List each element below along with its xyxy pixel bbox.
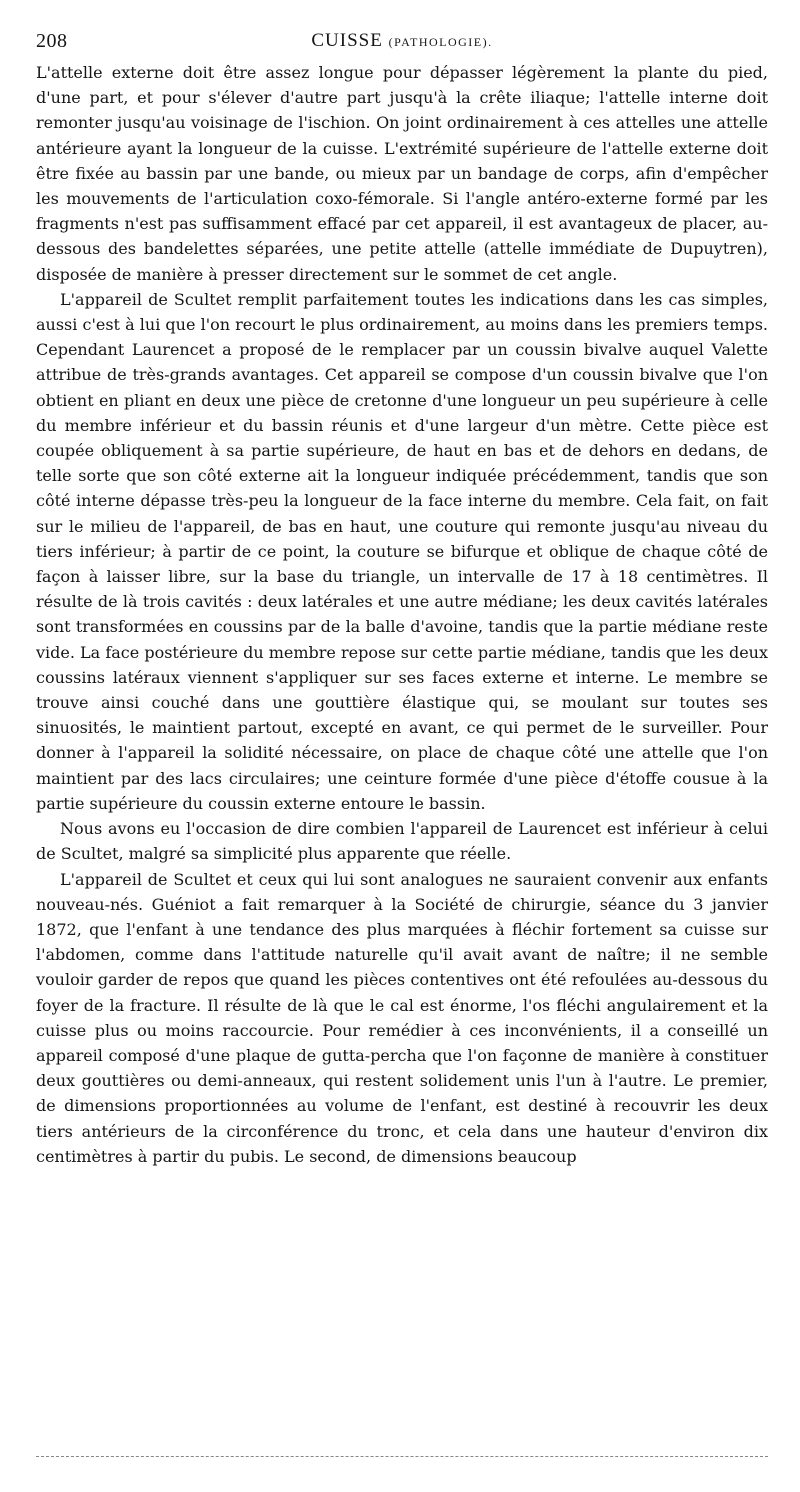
paragraph-scultet-laurencet: L'appareil de Scultet remplit parfaitement toutes les indications dans les cas simples, aussi c'est à lui que l'on recourt le plus ordinairement, au moins dans les premiers temps. Cependant Laurencet a proposé de le remplacer par un coussin bivalve auquel Valette attribue de très-grands avantages. Cet appareil se compose d'un coussin bivalve que l'on obtient en pliant en deux une pièce de cretonne d'une longueur un peu supérieure à celle du membre inférieur et du bassin réunis et d'une largeur d'un mètre. Cette pièce est coupée obliquement à sa partie supérieure, de haut en bas et de dehors en dedans, de telle sorte que son côté externe ait la longueur indiquée précédemment, tandis que son côté interne dépasse très-peu la longueur de la face interne du membre. Cela fait, on fait sur le milieu de l'appareil, de bas en haut, une couture qui remonte jusqu'au niveau du tiers inférieur; à partir de ce point, la couture se bifurque et oblique de chaque côté de façon à laisser libre, sur la base du triangle, un intervalle de 17 à 18 centimètres. Il résulte de là trois cavités : deux latérales et une autre médiane; les deux cavités latérales sont transformées en coussins par de la balle d'avoine, tandis que la partie médiane reste vide. La face postérieure du membre repose sur cette partie médiane, tandis que les deux coussins latéraux viennent s'appliquer sur ses faces externe et interne. Le membre se trouve ainsi couché dans une gouttière élastique qui, se moulant sur toutes ses sinuosités, le maintient partout, excepté en avant, ce qui permet de le surveiller. Pour donner à l'appareil la solidité nécessaire, on place de chaque côté une attelle que l'on maintient par des lacs circulaires; une ceinture formée d'une pièce d'étoffe cousue à la partie supérieure du coussin externe entoure le bassin. xyxy=(36,289,768,813)
running-title xyxy=(36,30,768,52)
paragraph-comparison: Nous avons eu l'occasion de dire combien l'appareil de Laurencet est inférieur à celui de Scultet, malgré sa simplicité plus apparente que réelle. xyxy=(36,819,768,864)
chapter-title: CUISSE xyxy=(311,30,383,51)
chapter-subtitle: (PATHOLOGIE). xyxy=(388,35,493,49)
footer-dashed-rule xyxy=(36,1456,768,1457)
page-number: 208 xyxy=(36,30,68,52)
book-page xyxy=(36,28,768,1169)
paragraph-newborns: L'appareil de Scultet et ceux qui lui sont analogues ne sauraient convenir aux enfants nouveau-nés. Guéniot a fait remarquer à la Société de chirurgie, séance du 3 janvier 1872, que l'enfant à une tendance des plus marquées à fléchir fortement sa cuisse sur l'abdomen, comme dans l'attitude naturelle qu'il avait avant de naître; il ne semble vouloir garder de repos que quand les pièces contentives ont été refoulées au-dessous du foyer de la fracture. Il résulte de là que le cal est énorme, l'os fléchi angulairement et la cuisse plus ou moins raccourcie. Pour remédier à ces inconvénients, il a conseillé un appareil composé d'une plaque de gutta-percha que l'on façonne de manière à constituer deux gouttières ou demi-anneaux, qui restent solidement unis l'un à l'autre. Le premier, de dimensions proportionnées au volume de l'enfant, est destiné à recouvrir les deux tiers antérieurs de la circonférence du tronc, et cela dans une hauteur d'environ dix centimètres à partir du pubis. Le second, de dimensions beaucoup xyxy=(36,869,768,1166)
running-header xyxy=(36,28,768,60)
paragraph-continuation: L'attelle externe doit être assez longue pour dépasser légèrement la plante du pied, d'une part, et pour s'élever d'autre part jusqu'à la crête iliaque; l'attelle interne doit remonter jusqu'au voisinage de l'ischion. On joint ordinairement à ces attelles une attelle antérieure ayant la longueur de la cuisse. L'extrémité supérieure de l'attelle externe doit être fixée au bassin par une bande, ou mieux par un bandage de corps, afin d'empêcher les mouvements de l'articulation coxo-fémorale. Si l'angle antéro-externe formé par les fragments n'est pas suffisamment effacé par cet appareil, il est avantageux de placer, au-dessous des bandelettes séparées, une petite attelle (attelle immédiate de Dupuytren), disposée de manière à presser directement sur le sommet de cet angle. xyxy=(36,63,768,284)
body-text xyxy=(36,60,768,1169)
